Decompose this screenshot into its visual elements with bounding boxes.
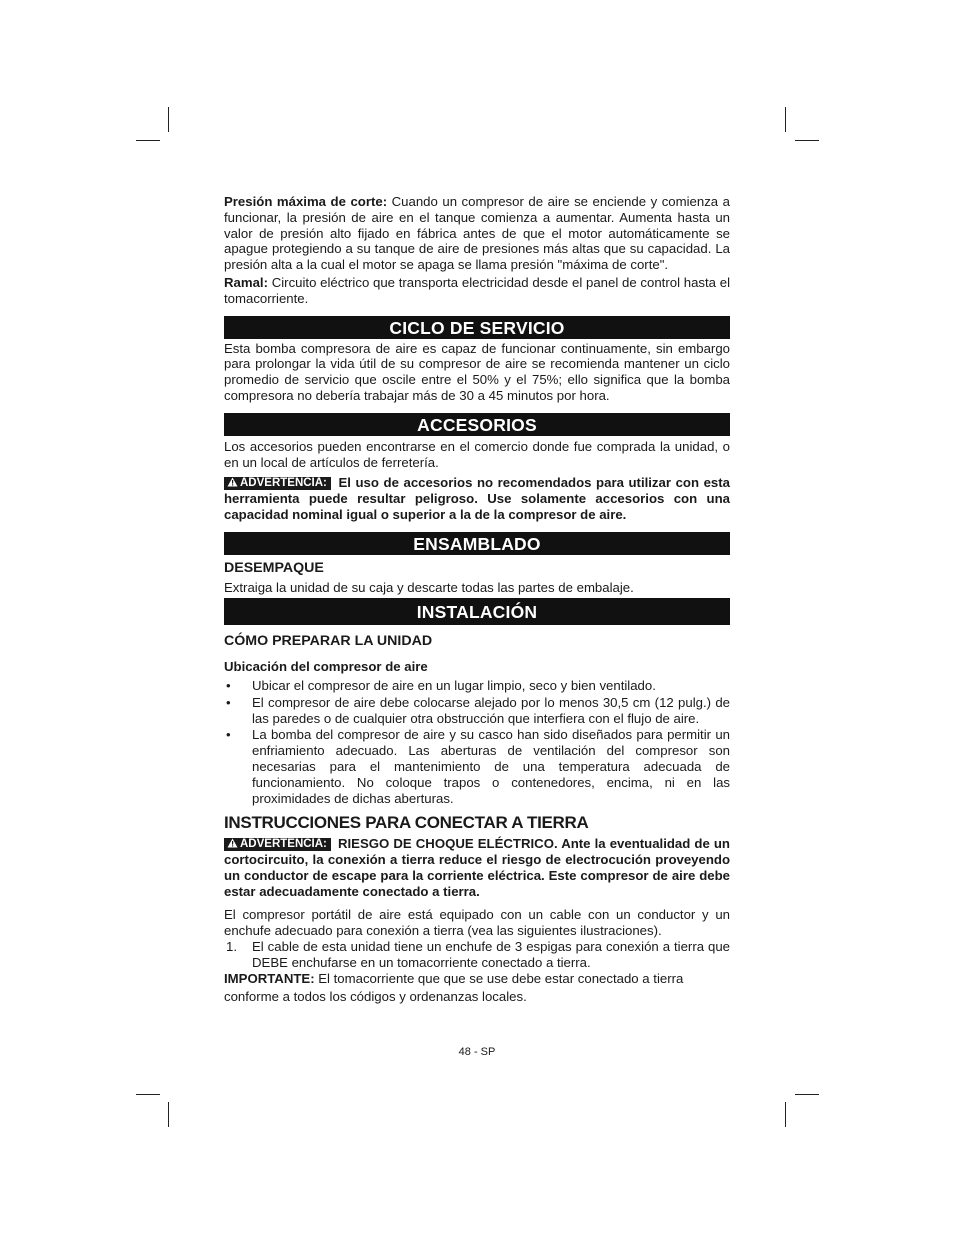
warning-badge: ADVERTENCIA: [224,838,331,851]
location-heading: Ubicación del compresor de aire [224,659,428,675]
section-heading-accessories: ACCESORIOS [224,413,730,436]
list-item: 1. El cable de esta unidad tiene un enchufe de 3 espigas para conexión a tierra que DEBE enchufarse en un tomacorriente conectado a tierra. [226,938,730,970]
list-item: • El compresor de aire debe colocarse alejado por lo menos 30,5 cm (12 pulg.) de las paredes o de cualquier otra obstrucción que interfiera con el flujo de aire. [226,694,730,726]
crop-mark [168,1102,169,1127]
crop-mark [795,1094,819,1095]
section-heading-installation: INSTALACIÓN [224,598,730,625]
crop-mark [136,140,160,141]
definition-max-pressure: Presión máxima de corte: Cuando un compresor de aire se enciende y comienza a funcionar, la presión de aire en el tanque comienza a aumentar. Aumenta hasta un valor de presión alto fijado en fábrica antes de que el motor automáticamente se apague protegiendo a su tanque de aire de presiones más altas que su capacidad. La presión alta a la cual el motor se apaga se llama presión "máxima de corte". [224,194,731,273]
warning-triangle-icon [227,838,238,848]
grounding-text: El compresor portátil de aire está equipado con un cable con un conductor y un enchufe adecuado para conexión a tierra (vea las siguientes ilustraciones). [224,907,730,939]
important-note: IMPORTANTE: El tomacorriente que que se use debe estar conectado a tierra [224,971,684,987]
crop-mark [785,107,786,132]
grounding-list [224,939,730,971]
warning-badge: ADVERTENCIA: [224,477,331,490]
crop-mark [136,1094,160,1095]
list-item: • Ubicar el compresor de aire en un lugar limpio, seco y bien ventilado. [226,677,656,693]
grounding-heading: INSTRUCCIONES PARA CONECTAR A TIERRA [224,813,589,833]
section-heading-duty-cycle: CICLO DE SERVICIO [224,316,730,339]
accessories-text: Los accesorios pueden encontrarse en el comercio donde fue comprada la unidad, o en un local de artículos de ferretería. [224,438,730,470]
warning-triangle-icon [227,477,238,487]
prepare-unit-heading: CÓMO PREPARAR LA UNIDAD [224,633,433,650]
crop-mark [795,140,819,141]
section-heading-assembly: ENSAMBLADO [224,532,730,555]
crop-mark [785,1102,786,1127]
page-number: 48 - SP [458,1046,496,1058]
important-note-continued: conforme a todos los códigos y ordenanzas locales. [224,989,527,1005]
duty-cycle-text: Esta bomba compresora de aire es capaz de funcionar continuamente, sin embargo para prolongar la vida útil de su compresor de aire se recomienda mantener un ciclo promedio de servicio que oscile entre el 50% y el 75%; ello significa que la bomba compresora no debería trabajar más de 30 a 45 minutos por hora. [224,340,730,403]
definition-branch-circuit: Ramal: Circuito eléctrico que transporta electricidad desde el panel de control hasta el tomacorriente. [224,274,730,306]
list-item: • La bomba del compresor de aire y su casco han sido diseñados para permitir un enfriamiento adecuado. Las aberturas de ventilación del compresor son necesarias para el mantenimiento de una temperatura adecuada de funcionamiento. No coloque trapos o contenedores, encima, ni en las proximidades de dichas aberturas. [226,727,730,806]
unpacking-heading: DESEMPAQUE [224,559,324,576]
accessories-warning: ADVERTENCIA: El uso de accesorios no recomendados para utilizar con esta herramienta puede resultar peligroso. Use solamente accesorios con una capacidad nominal igual o superior a la de la compresor de aire. [224,475,730,522]
location-list [224,678,730,806]
page-content [224,194,730,1005]
grounding-warning: ADVERTENCIA: RIESGO DE CHOQUE ELÉCTRICO. Ante la eventualidad de un cortocircuito, la conexión a tierra reduce el riesgo de electrocución proveyendo un conductor de escape para la corriente eléctrica. Este compresor de aire debe estar adecuadamente conectado a tierra. [224,836,730,899]
unpacking-text: Extraiga la unidad de su caja y descarte todas las partes de embalaje. [224,579,634,595]
crop-mark [168,107,169,132]
